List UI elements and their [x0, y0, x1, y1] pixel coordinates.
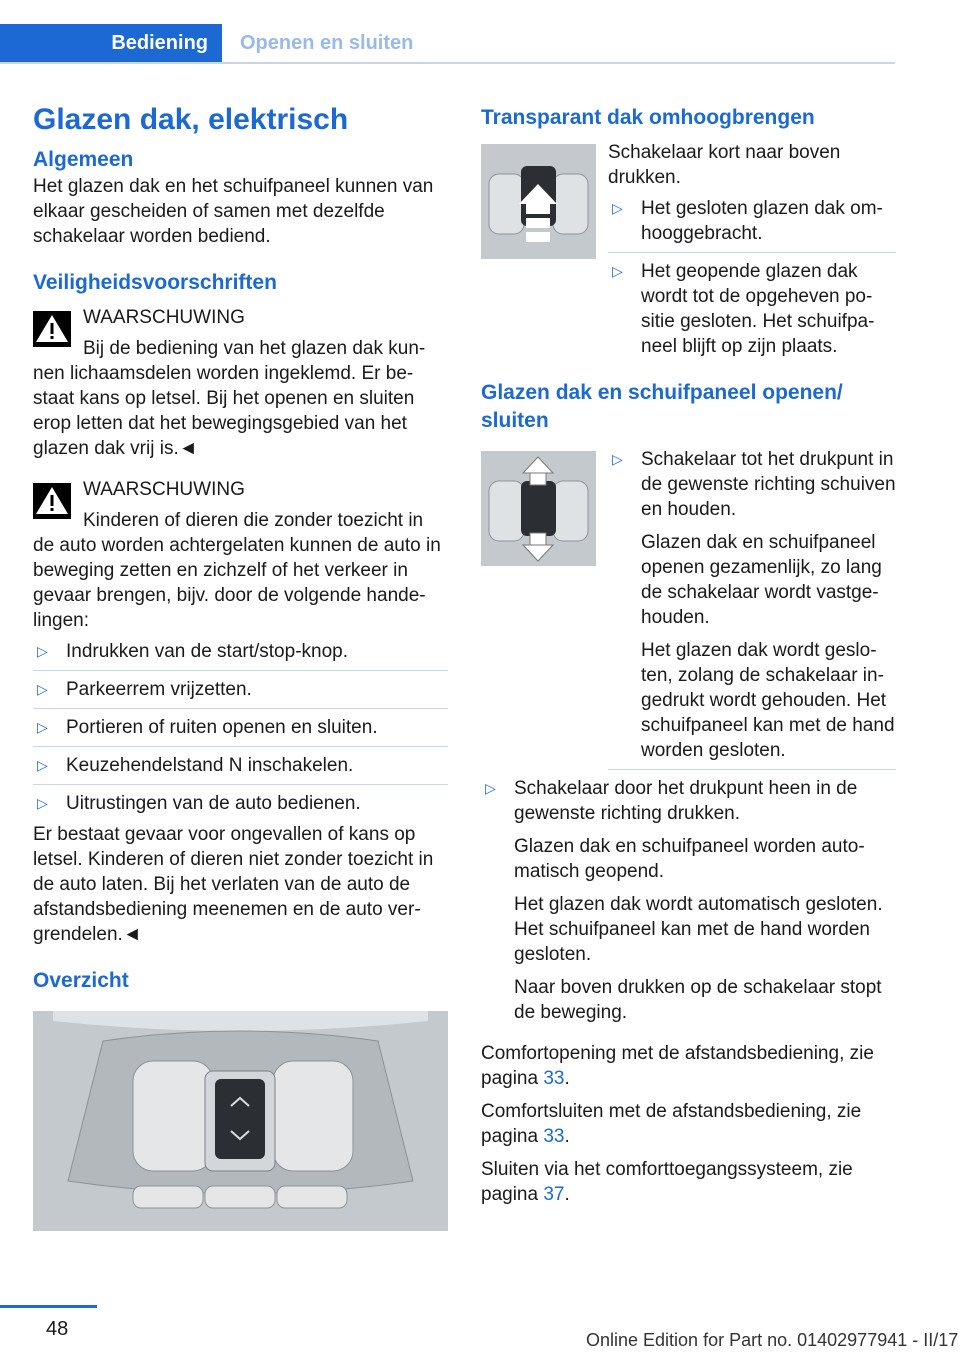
warning-2 [33, 477, 448, 502]
list-item: ▷ Schakelaar tot het drukpunt in de gewenste richting schuiven en houden. Glazen dak en schuifpaneel openen gezamenlijk, zo lang de schakelaar wordt vastgehouden. Het glazen dak wordt gesloten, zolang de schakelaar ingedrukt wordt gehouden. Het schuifpaneel kan met de hand worden gesloten. [608, 447, 896, 770]
page-title: Glazen dak, elektrisch [33, 103, 349, 136]
warning-1-text: Bij de bediening van het glazen dak kunnen lichaamsdelen worden ingeklemd. Er bestaat kans op letsel. Bij het openen en sluiten erop letten dat het bewegingsgebied van het glazen dak vrij is.◄ [33, 338, 426, 459]
tab-openen-en-sluiten[interactable]: Openen en sluiten [240, 32, 414, 54]
heading-openen-sluiten: Glazen dak en schuifpaneel openen/ sluiten [481, 381, 843, 432]
tab-bediening[interactable]: Bediening [0, 24, 222, 62]
heading-overzicht: Overzicht [33, 969, 129, 992]
triangle-bullet-icon: ▷ [485, 780, 496, 796]
omhoog-intro: Schakelaar kort naar boven drukken. [608, 142, 841, 188]
list-item: ▷ Portieren of ruiten openen en sluiten. [33, 715, 448, 747]
omhoog-section [481, 140, 896, 365]
heading-omhoog: Transparant dak omhoogbrengen [481, 106, 815, 129]
triangle-bullet-icon: ▷ [37, 757, 48, 773]
warning-2-after: Er bestaat gevaar voor ongevallen of kans op letsel. Kinderen of dieren niet zonder toezicht in de auto laten. Bij het verlaten van de auto de afstandsbediening meenemen en de auto vergrendelen.◄ [33, 824, 434, 945]
warning-icon [33, 483, 71, 519]
heading-veiligheid: Veiligheidsvoorschriften [33, 271, 277, 294]
triangle-bullet-icon: ▷ [37, 795, 48, 811]
triangle-bullet-icon: ▷ [612, 200, 623, 216]
open-list-2 [481, 776, 896, 1031]
footer-rule [0, 1305, 97, 1308]
warning-1-title: WAARSCHUWING [83, 307, 245, 328]
switch-updown-image [481, 451, 596, 566]
page-link-33b[interactable]: 33 [543, 1126, 565, 1147]
warning-2-list [33, 639, 448, 822]
open-list [608, 447, 896, 770]
switch-up-image [481, 144, 596, 259]
list-item: ▷ Keuzehendelstand N inschakelen. [33, 753, 448, 785]
page-link-33[interactable]: 33 [543, 1068, 565, 1089]
warning-2-title: WAARSCHUWING [83, 479, 245, 500]
triangle-bullet-icon: ▷ [37, 719, 48, 735]
warning-2-text: Kinderen of dieren die zonder toezicht in de auto worden achtergelaten kunnen de auto in beweging zetten en zichzelf of het verkeer in gevaar brengen, bijv. door de volgende handelingen: [33, 510, 441, 631]
omhoog-list [608, 196, 896, 365]
overhead-console-image [33, 1011, 448, 1231]
list-item: ▷ Indrukken van de start/stop-knop. [33, 639, 448, 671]
left-column [33, 96, 448, 1236]
page-number: 48 [46, 1318, 69, 1340]
comfort-opening: Comfortopening met de afstandsbediening, zie pagina 33. [481, 1043, 874, 1089]
header-tabs [0, 24, 895, 64]
open-section [481, 447, 896, 1031]
right-column [481, 104, 896, 1215]
list-item: ▷ Parkeerrem vrijzetten. [33, 677, 448, 709]
triangle-bullet-icon: ▷ [37, 681, 48, 697]
heading-algemeen: Algemeen [33, 148, 134, 171]
list-item: ▷ Schakelaar door het drukpunt heen in de gewenste richting drukken. Glazen dak en schuifpaneel worden automatisch geopend. Het glazen dak wordt automatisch gesloten. Het schuifpaneel kan met de hand worden gesloten. Naar boven drukken op de schakelaar stopt de beweging. [485, 778, 883, 1023]
warning-1 [33, 305, 448, 330]
triangle-bullet-icon: ▷ [37, 643, 48, 659]
comfort-sluiten: Comfortsluiten met de afstandsbediening, zie pagina 33. [481, 1101, 862, 1147]
list-item: ▷ Het gesloten glazen dak omhooggebracht. [608, 196, 896, 253]
page-link-37[interactable]: 37 [543, 1184, 565, 1205]
triangle-bullet-icon: ▷ [612, 451, 623, 467]
list-item: ▷ Het geopende glazen dak wordt tot de opgeheven positie gesloten. Het schuifpaneel blijft op zijn plaats. [612, 261, 875, 357]
list-item: ▷ Uitrustingen van de auto bedienen. [37, 793, 361, 814]
edition-text: Online Edition for Part no. 01402977941 - II/17 [586, 1330, 959, 1350]
triangle-bullet-icon: ▷ [612, 263, 623, 279]
warning-icon [33, 311, 71, 347]
algemeen-text: Het glazen dak en het schuifpaneel kunnen van elkaar gescheiden of samen met dezelfde schakelaar worden bediend. [33, 176, 434, 247]
comfort-toegang: Sluiten via het comforttoegangssysteem, zie pagina 37. [481, 1159, 853, 1205]
